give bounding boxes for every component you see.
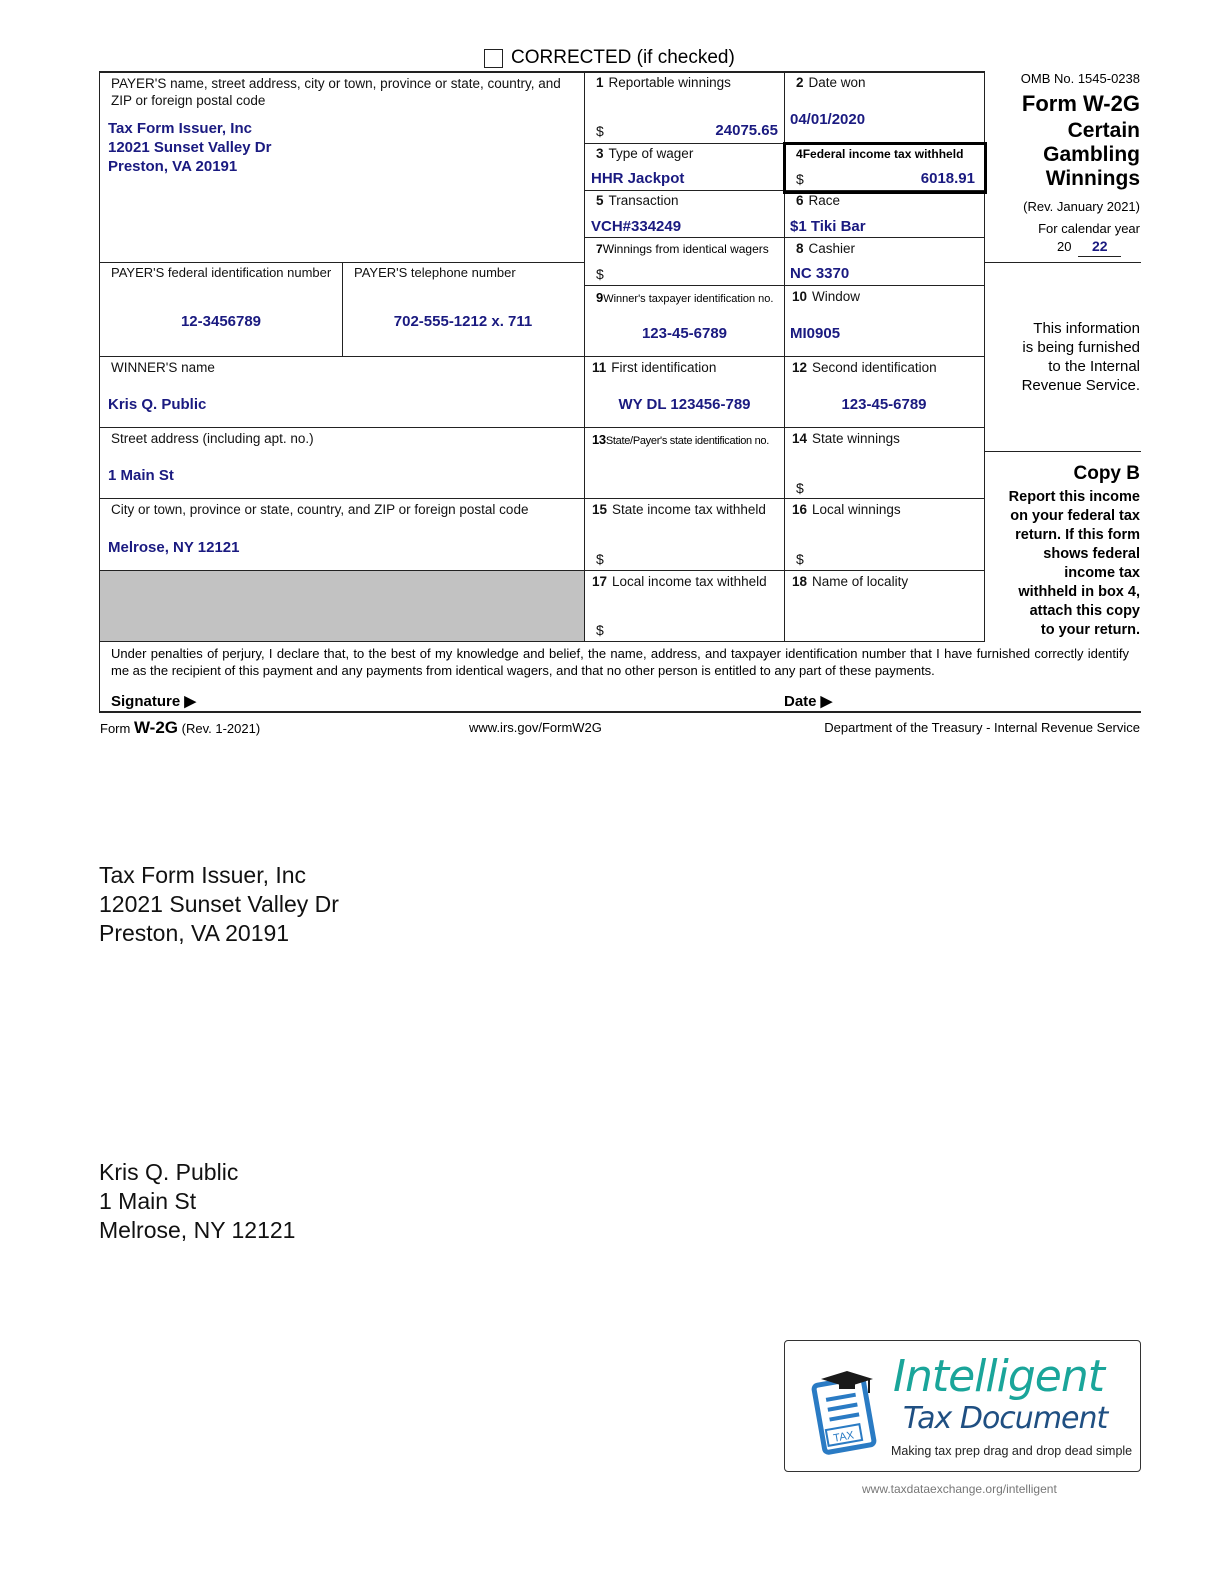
side-line xyxy=(984,262,1141,263)
copy-b-title: Copy B xyxy=(1073,463,1140,484)
box13-number: 13 xyxy=(592,432,606,447)
logo-tagline: Making tax prep drag and drop dead simple xyxy=(891,1444,1133,1458)
copy-line: attach this copy xyxy=(1029,603,1140,619)
box6-number: 6 xyxy=(796,193,804,208)
copy-line: Report this income xyxy=(1008,489,1140,505)
box12-number: 12 xyxy=(792,360,808,375)
box18-number: 18 xyxy=(792,574,808,589)
payer-phone: 702-555-1212 x. 711 xyxy=(393,313,533,330)
payer-fed-id: 12-3456789 xyxy=(180,313,262,330)
box15-label xyxy=(592,502,766,517)
box6-value: $1 Tiki Bar xyxy=(790,218,866,235)
signature-line xyxy=(99,711,1141,713)
box10-value: MI0905 xyxy=(790,325,841,342)
box5-value: VCH#334249 xyxy=(591,218,682,235)
box12-value: 123-45-6789 xyxy=(841,396,927,413)
box2-number: 2 xyxy=(796,75,804,90)
box7-dollar: $ xyxy=(596,266,604,282)
box18-label-text: Name of locality xyxy=(812,574,909,589)
form-divider-payer xyxy=(342,262,343,356)
logo-box[interactable] xyxy=(784,1340,1141,1472)
winner-city: Melrose, NY 12121 xyxy=(108,539,240,556)
copy-line: return. If this form xyxy=(1015,527,1140,543)
box11-label-text: First identification xyxy=(611,360,717,375)
hline xyxy=(99,498,584,499)
hline xyxy=(584,356,984,357)
box5-label xyxy=(596,193,679,208)
document-icon xyxy=(811,1363,891,1459)
box1-value: 24075.65 xyxy=(715,122,778,139)
logo-url[interactable]: www.taxdataexchange.org/intelligent xyxy=(862,1482,1057,1496)
corrected-label: CORRECTED (if checked) xyxy=(511,47,735,68)
signature-label: Signature ▶ xyxy=(111,693,196,710)
form-title: Form W-2G xyxy=(1021,91,1140,116)
box10-label-text: Window xyxy=(812,289,861,304)
box9-number: 9 xyxy=(596,290,604,305)
side-line xyxy=(984,451,1141,452)
form-subtitle-3: Winnings xyxy=(1045,167,1140,190)
copy-line: withheld in box 4, xyxy=(1018,584,1140,600)
hline xyxy=(99,427,584,428)
box12-label xyxy=(792,360,937,375)
box10-label xyxy=(792,289,860,304)
form-top-border xyxy=(99,71,985,73)
box1-label xyxy=(596,75,731,90)
info-line: to the Internal xyxy=(1048,358,1140,375)
box1-label-text: Reportable winnings xyxy=(608,75,731,90)
copy-line: shows federal xyxy=(1043,546,1140,562)
to-line-1: Kris Q. Public xyxy=(99,1159,239,1185)
hline xyxy=(99,356,584,357)
info-line: This information xyxy=(1033,320,1140,337)
hline xyxy=(584,285,984,286)
from-line-1: Tax Form Issuer, Inc xyxy=(99,862,307,888)
box16-dollar: $ xyxy=(796,551,804,567)
form-rev: (Rev. January 2021) xyxy=(1023,199,1140,214)
year-underline xyxy=(1078,256,1121,257)
box16-number: 16 xyxy=(792,502,808,517)
calendar-year-label: For calendar year xyxy=(1038,221,1140,236)
footer-form-name: W-2G xyxy=(133,718,179,737)
box2-value: 04/01/2020 xyxy=(790,111,866,128)
payer-phone-label: PAYER'S telephone number xyxy=(354,265,516,280)
date-label: Date ▶ xyxy=(784,693,833,710)
box4-value: 6018.91 xyxy=(920,170,975,187)
shaded-box xyxy=(100,571,584,641)
payer-fed-id-label: PAYER'S federal identification number xyxy=(111,265,332,280)
hline xyxy=(99,262,584,263)
from-line-2: 12021 Sunset Valley Dr xyxy=(99,891,339,917)
box4-dollar: $ xyxy=(796,171,804,187)
winner-city-label: City or town, province or state, country, and ZIP or foreign postal code xyxy=(111,502,529,517)
box2-label xyxy=(796,75,866,90)
box2-label-text: Date won xyxy=(808,75,866,90)
box3-label-text: Type of wager xyxy=(608,146,694,161)
footer-dept: Department of the Treasury - Internal Revenue Service xyxy=(824,720,1140,735)
info-text xyxy=(1022,319,1140,395)
box16-label xyxy=(792,502,901,517)
box9-label-text: Winner's taxpayer identification no. xyxy=(603,293,774,305)
box14-label xyxy=(792,431,900,446)
payer-street: 12021 Sunset Valley Dr xyxy=(108,139,272,156)
box7-number: 7 xyxy=(596,242,603,256)
winner-name: Kris Q. Public xyxy=(108,396,207,413)
hline xyxy=(99,641,985,642)
to-line-2: 1 Main St xyxy=(99,1188,197,1214)
box10-number: 10 xyxy=(792,289,808,304)
box6-label xyxy=(796,193,840,208)
payer-label: PAYER'S name, street address, city or town, province or state, country, and ZIP or foreign postal code xyxy=(111,76,561,108)
payer-name: Tax Form Issuer, Inc xyxy=(108,120,252,137)
box16-label-text: Local winnings xyxy=(812,502,901,517)
corrected-checkbox[interactable] xyxy=(484,49,503,68)
box17-label xyxy=(592,574,767,589)
box5-number: 5 xyxy=(596,193,604,208)
hline xyxy=(584,570,984,571)
box15-number: 15 xyxy=(592,502,608,517)
box4-label xyxy=(796,147,963,161)
copy-line: income tax xyxy=(1064,565,1140,581)
payer-city: Preston, VA 20191 xyxy=(108,158,238,175)
year-prefix: 20 xyxy=(1057,239,1072,254)
form-subtitle-1: Certain xyxy=(1067,119,1140,142)
footer-form-id xyxy=(100,718,260,738)
winner-street-label: Street address (including apt. no.) xyxy=(111,431,314,446)
box17-dollar: $ xyxy=(596,622,604,638)
hline xyxy=(584,498,984,499)
to-line-3: Melrose, NY 12121 xyxy=(99,1217,296,1243)
box12-label-text: Second identification xyxy=(812,360,937,375)
box9-label xyxy=(596,290,773,305)
footer-form-rev: (Rev. 1-2021) xyxy=(181,721,261,736)
box3-number: 3 xyxy=(596,146,604,161)
tax-icon-text: TAX xyxy=(832,1429,855,1445)
from-line-3: Preston, VA 20191 xyxy=(99,920,290,946)
box8-label xyxy=(796,241,855,256)
box14-number: 14 xyxy=(792,431,808,446)
perjury-statement: Under penalties of perjury, I declare that, to the best of my knowledge and belief, the name, address, and taxpayer identification number that I have furnished correctly identify me as the recipient of this payment and any payments from identical wagers, and that no other person is entitled to any part of these payments. xyxy=(111,646,1129,678)
box1-dollar: $ xyxy=(596,123,604,139)
box14-label-text: State winnings xyxy=(812,431,900,446)
info-line: Revenue Service. xyxy=(1021,377,1140,394)
copy-b-instructions xyxy=(1009,488,1140,640)
info-line: is being furnished xyxy=(1022,339,1140,356)
box8-number: 8 xyxy=(796,241,804,256)
from-address xyxy=(99,861,339,948)
box8-label-text: Cashier xyxy=(808,241,856,256)
box14-dollar: $ xyxy=(796,480,804,496)
box11-value: WY DL 123456-789 xyxy=(618,396,751,413)
copy-line: on your federal tax xyxy=(1010,508,1140,524)
form-subtitle-2: Gambling xyxy=(1043,143,1140,166)
box3-value: HHR Jackpot xyxy=(591,170,685,187)
box17-number: 17 xyxy=(592,574,608,589)
box8-value: NC 3370 xyxy=(790,265,850,282)
footer-url: www.irs.gov/FormW2G xyxy=(469,720,602,735)
box11-number: 11 xyxy=(592,360,607,375)
omb-number: OMB No. 1545-0238 xyxy=(1020,71,1140,86)
box1-number: 1 xyxy=(596,75,604,90)
box3-label xyxy=(596,146,693,161)
box13-label-text: State/Payer's state identification no. xyxy=(605,435,770,447)
footer-form-prefix: Form xyxy=(100,721,131,736)
winner-name-label: WINNER'S name xyxy=(111,360,215,375)
to-address xyxy=(99,1158,295,1245)
box11-label xyxy=(592,360,716,375)
logo-line1: Intelligent xyxy=(893,1351,1104,1402)
logo-line2: Tax Document xyxy=(903,1401,1108,1436)
year-suffix: 22 xyxy=(1092,238,1108,254)
box18-label xyxy=(792,574,908,589)
winner-street: 1 Main St xyxy=(108,467,174,484)
box7-label xyxy=(596,242,769,256)
box9-value: 123-45-6789 xyxy=(641,325,728,342)
hline xyxy=(584,427,984,428)
box4-label-text: Federal income tax withheld xyxy=(802,147,964,161)
box15-dollar: $ xyxy=(596,551,604,567)
box15-label-text: State income tax withheld xyxy=(612,502,766,517)
box17-label-text: Local income tax withheld xyxy=(612,574,767,589)
box5-label-text: Transaction xyxy=(608,193,679,208)
copy-line: to your return. xyxy=(1040,622,1140,638)
box4-number: 4 xyxy=(796,147,803,161)
box6-label-text: Race xyxy=(808,193,841,208)
box7-label-text: Winnings from identical wagers xyxy=(602,242,769,256)
hline xyxy=(584,237,984,238)
box13-label xyxy=(592,432,769,447)
